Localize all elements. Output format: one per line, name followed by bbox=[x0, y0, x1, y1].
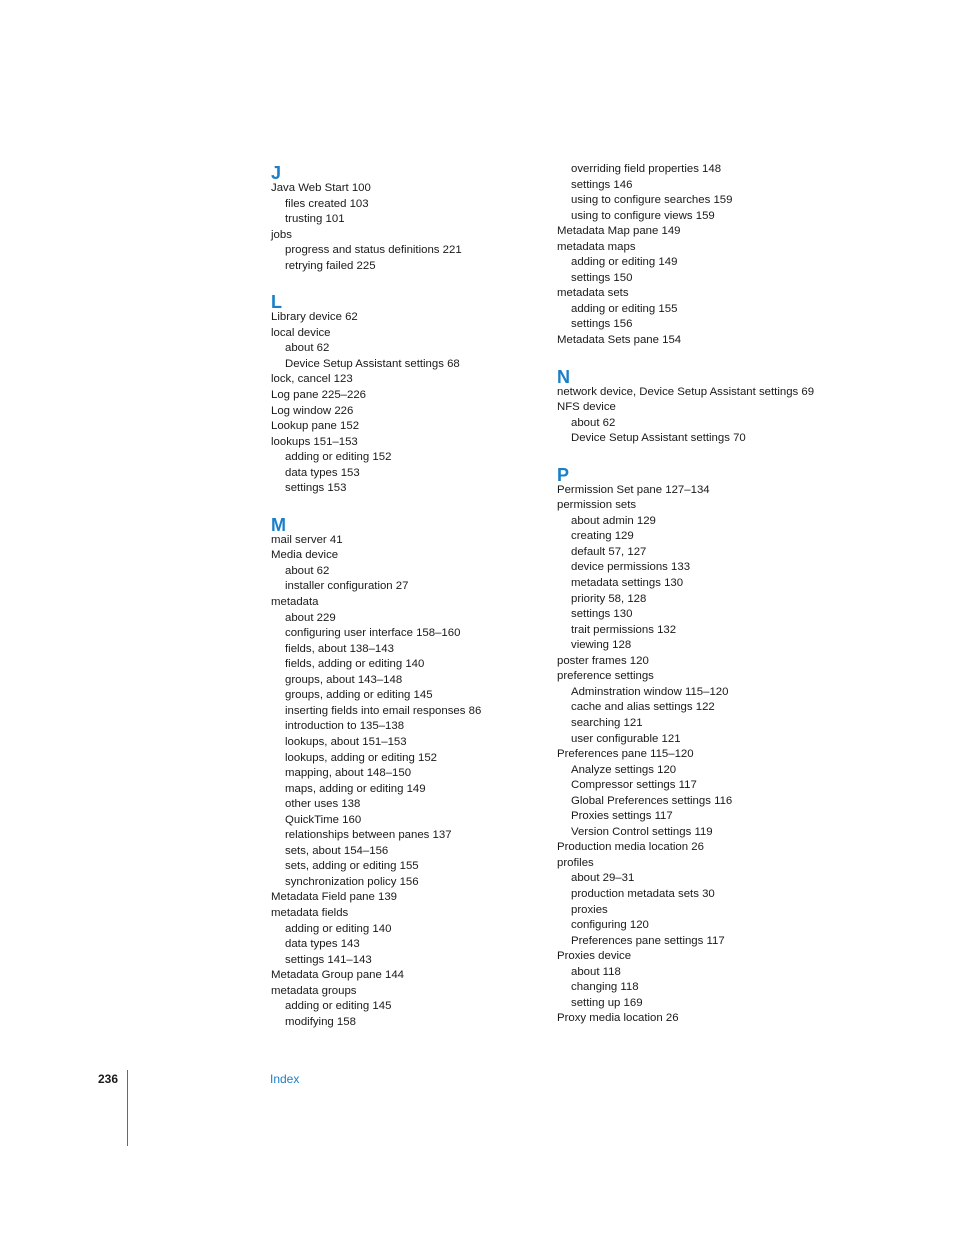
footer-divider bbox=[127, 1070, 128, 1146]
index-subentry: settings 130 bbox=[571, 608, 633, 621]
index-entry: permission sets bbox=[557, 499, 637, 512]
index-subentry: device permissions 133 bbox=[571, 561, 691, 574]
index-subentry: Adminstration window 115–120 bbox=[571, 685, 729, 698]
index-subentry: inserting fields into email responses 86 bbox=[285, 704, 482, 717]
index-entry: poster frames 120 bbox=[557, 654, 649, 667]
index-subentry: data types 153 bbox=[285, 466, 360, 479]
index-subentry: about 229 bbox=[285, 611, 336, 624]
index-subentry: groups, adding or editing 145 bbox=[285, 689, 433, 702]
index-subentry: trait permissions 132 bbox=[571, 623, 677, 636]
index-subentry: about 118 bbox=[571, 965, 621, 978]
index-subentry: Proxies settings 117 bbox=[571, 810, 673, 823]
index-entry: Proxies device bbox=[557, 950, 632, 963]
index-entry: Library device 62 bbox=[271, 311, 358, 324]
index-entry: mail server 41 bbox=[271, 533, 343, 546]
index-subentry: using to configure views 159 bbox=[571, 209, 715, 222]
index-subentry: lookups, adding or editing 152 bbox=[285, 751, 437, 764]
index-subentry: maps, adding or editing 149 bbox=[285, 782, 426, 795]
footer-section-label: Index bbox=[270, 1072, 300, 1086]
index-subentry: Analyze settings 120 bbox=[571, 763, 677, 776]
index-entry: Java Web Start 100 bbox=[271, 182, 371, 194]
index-subentry: groups, about 143–148 bbox=[285, 673, 403, 686]
index-entry: jobs bbox=[271, 228, 292, 241]
index-entry: Log window 226 bbox=[271, 404, 354, 417]
index-letter-heading: M bbox=[271, 514, 286, 535]
index-subentry: other uses 138 bbox=[285, 798, 361, 811]
index-column-right bbox=[557, 162, 837, 1027]
index-subentry: adding or editing 140 bbox=[285, 922, 392, 935]
index-subentry: fields, about 138–143 bbox=[285, 642, 394, 655]
index-subentry: default 57, 127 bbox=[571, 545, 647, 558]
index-subentry: introduction to 135–138 bbox=[285, 720, 405, 733]
index-subentry: using to configure searches 159 bbox=[571, 194, 733, 207]
index-subentry: settings 141–143 bbox=[285, 953, 372, 966]
index-entry: NFS device bbox=[557, 401, 616, 414]
index-entry: Metadata Field pane 139 bbox=[271, 891, 398, 904]
index-subentry: sets, about 154–156 bbox=[285, 844, 389, 857]
index-entry: local device bbox=[271, 326, 331, 339]
index-subentry: synchronization policy 156 bbox=[285, 875, 419, 888]
index-subentry: progress and status definitions 221 bbox=[285, 244, 462, 257]
index-entry: Metadata Group pane 144 bbox=[271, 969, 404, 982]
index-subentry: about 62 bbox=[285, 342, 330, 355]
index-entry: Permission Set pane 127–134 bbox=[557, 483, 710, 496]
index-letter-heading: P bbox=[557, 464, 570, 485]
index-entry: lock, cancel 123 bbox=[271, 373, 353, 386]
index-subentry: Device Setup Assistant settings 68 bbox=[285, 357, 460, 370]
index-subentry: retrying failed 225 bbox=[285, 259, 376, 272]
index-entry: Production media location 26 bbox=[557, 841, 704, 854]
index-subentry: settings 156 bbox=[571, 318, 633, 331]
index-subentry: user configurable 121 bbox=[571, 732, 681, 745]
index-subentry: lookups, about 151–153 bbox=[285, 735, 407, 748]
index-subentry: Version Control settings 119 bbox=[571, 825, 713, 838]
index-subentry: files created 103 bbox=[285, 197, 369, 210]
index-subentry: metadata settings 130 bbox=[571, 577, 684, 590]
index-subentry: modifying 158 bbox=[285, 1015, 356, 1028]
index-letter-heading: L bbox=[271, 292, 282, 313]
index-subentry: mapping, about 148–150 bbox=[285, 767, 412, 780]
index-subentry: configuring 120 bbox=[571, 919, 649, 932]
index-entry: Proxy media location 26 bbox=[557, 1012, 679, 1025]
index-subentry: creating 129 bbox=[571, 530, 634, 543]
index-subentry: fields, adding or editing 140 bbox=[285, 658, 425, 671]
index-subentry: searching 121 bbox=[571, 716, 643, 729]
index-entry: Media device bbox=[271, 549, 339, 562]
index-entry: Log pane 225–226 bbox=[271, 389, 367, 402]
index-entry: metadata fields bbox=[271, 906, 349, 919]
index-subentry: changing 118 bbox=[571, 981, 639, 994]
index-subentry: Global Preferences settings 116 bbox=[571, 794, 733, 807]
index-subentry: Preferences pane settings 117 bbox=[571, 934, 725, 947]
index-entry: Lookup pane 152 bbox=[271, 420, 360, 433]
index-subentry: trusting 101 bbox=[285, 213, 345, 226]
index-subentry: viewing 128 bbox=[571, 639, 632, 652]
index-subentry: settings 146 bbox=[571, 178, 633, 191]
index-subentry: production metadata sets 30 bbox=[571, 887, 715, 900]
index-subentry: QuickTime 160 bbox=[285, 813, 362, 826]
index-subentry: about admin 129 bbox=[571, 514, 656, 527]
index-subentry: about 62 bbox=[285, 564, 330, 577]
index-entry: preference settings bbox=[557, 670, 654, 683]
index-entry: metadata bbox=[271, 596, 319, 609]
index-entry: metadata sets bbox=[557, 287, 629, 300]
index-subentry: adding or editing 145 bbox=[285, 1000, 392, 1013]
index-entry: Metadata Map pane 149 bbox=[557, 225, 681, 238]
index-subentry: installer configuration 27 bbox=[285, 580, 409, 593]
index-entry: profiles bbox=[557, 856, 594, 869]
index-subentry: setting up 169 bbox=[571, 996, 643, 1009]
index-subentry: Device Setup Assistant settings 70 bbox=[571, 432, 746, 445]
page-number: 236 bbox=[98, 1072, 119, 1086]
index-subentry: Compressor settings 117 bbox=[571, 779, 697, 792]
index-entry: Metadata Sets pane 154 bbox=[557, 334, 682, 347]
index-entry: Preferences pane 115–120 bbox=[557, 748, 694, 761]
index-entry: metadata maps bbox=[557, 240, 636, 253]
index-subentry: data types 143 bbox=[285, 938, 360, 951]
index-subentry: about 29–31 bbox=[571, 872, 635, 885]
index-letter-heading: J bbox=[271, 163, 282, 183]
index-subentry: sets, adding or editing 155 bbox=[285, 860, 419, 873]
index-subentry: settings 153 bbox=[285, 482, 347, 495]
index-subentry: settings 150 bbox=[571, 271, 633, 284]
index-subentry: cache and alias settings 122 bbox=[571, 701, 715, 714]
index-subentry: adding or editing 152 bbox=[285, 451, 392, 464]
index-entry: network device, Device Setup Assistant settings 69 bbox=[557, 385, 815, 398]
index-subentry: priority 58, 128 bbox=[571, 592, 647, 605]
index-letter-heading: N bbox=[557, 366, 570, 387]
index-entry: metadata groups bbox=[271, 984, 357, 997]
index-subentry: overriding field properties 148 bbox=[571, 163, 722, 175]
index-subentry: adding or editing 149 bbox=[571, 256, 678, 269]
index-subentry: proxies bbox=[571, 903, 608, 916]
index-subentry: about 62 bbox=[571, 416, 616, 429]
index-entry: lookups 151–153 bbox=[271, 435, 358, 448]
index-subentry: relationships between panes 137 bbox=[285, 829, 452, 842]
index-subentry: adding or editing 155 bbox=[571, 302, 678, 315]
index-column-left bbox=[271, 162, 551, 1030]
index-subentry: configuring user interface 158–160 bbox=[285, 627, 461, 640]
